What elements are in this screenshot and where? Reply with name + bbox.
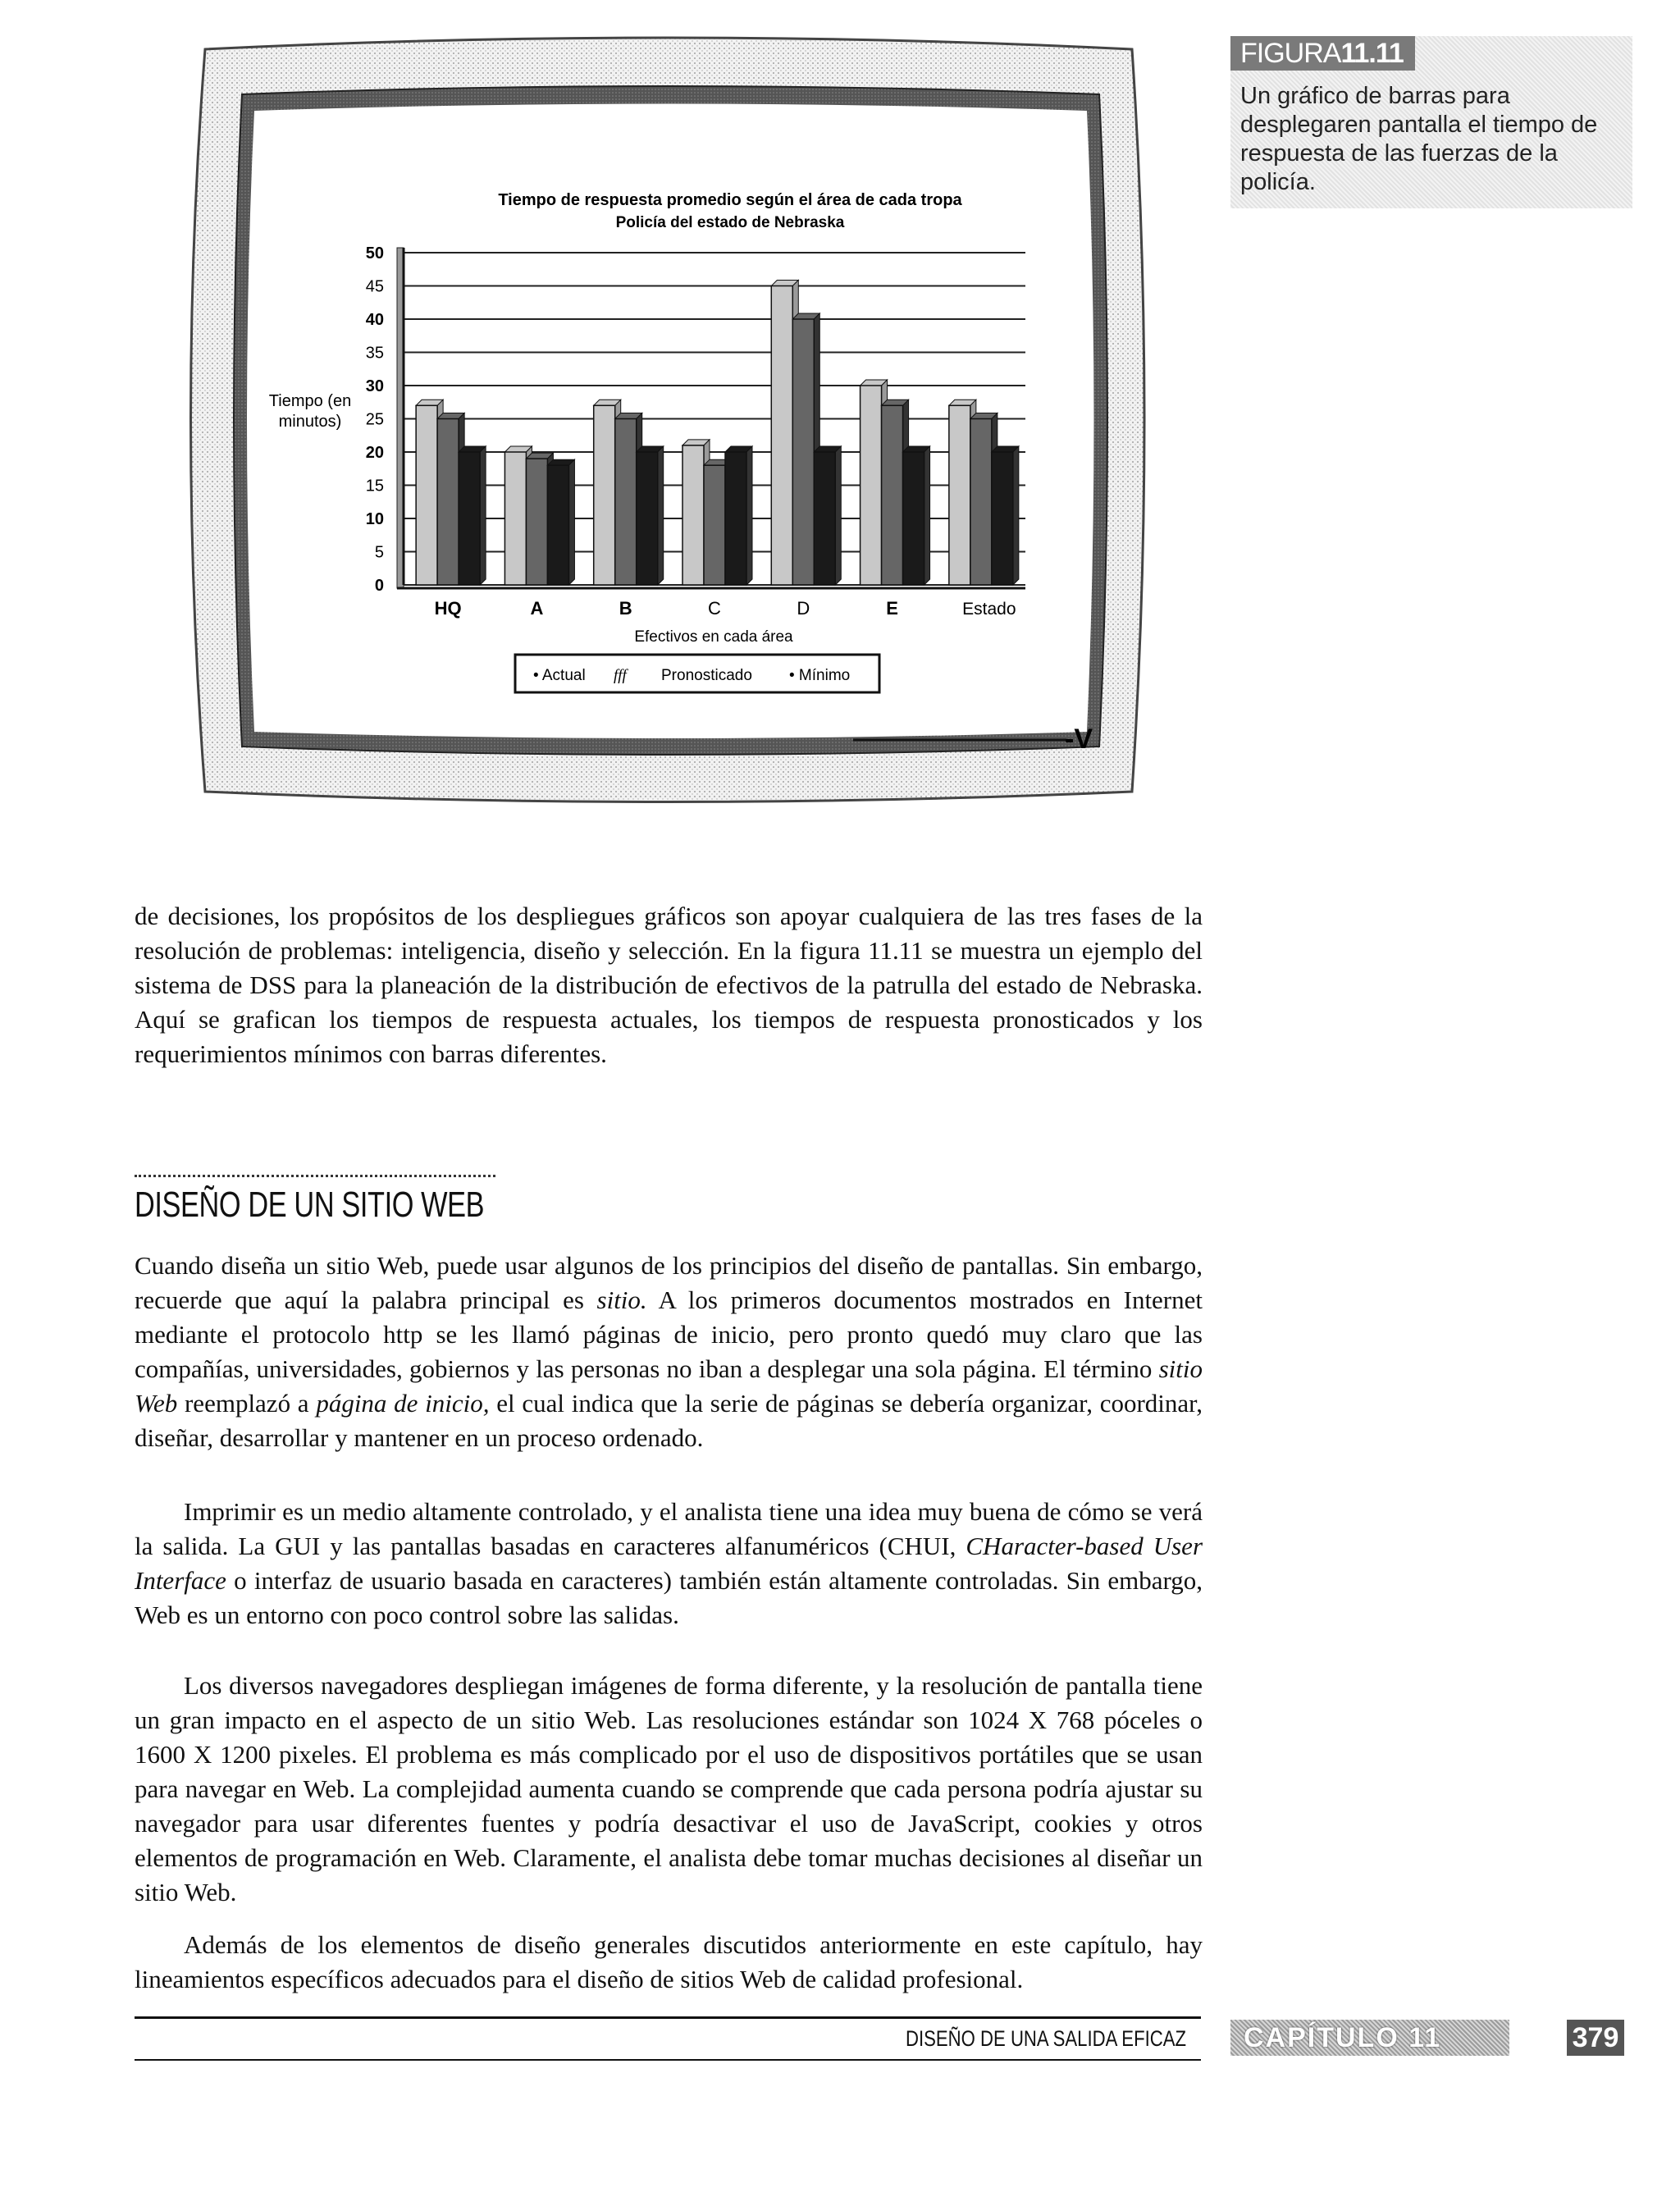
- italic-term: CHaracter-based User Interface: [135, 1532, 1203, 1595]
- section-rule: [135, 1175, 495, 1177]
- text-run: o interfaz de usuario basada en caracteres) también están altamente controladas. Sin embargo, Web es un entorno con poco control sobre las salidas.: [135, 1566, 1203, 1629]
- x-tick-label: E: [886, 598, 898, 619]
- bar-0: [682, 445, 704, 585]
- footer-rule-bottom: [135, 2059, 1201, 2061]
- bar-0: [861, 386, 882, 585]
- paragraph-intro: de decisiones, los propósitos de los despliegues gráficos son apoyar cualquiera de las tres fases de la resolución de problemas: inteligencia, diseño y selección. En la figura 11.11 se muestra un ejemplo del sistema de DSS para la planeación de la distribución de efectivos de la patrulla del estado de Nebraska. Aquí se grafican los tiempos de respuesta actuales, los tiempos de respuesta pronosticados y los requerimientos mínimos con barras diferentes.: [135, 902, 1203, 1068]
- bar-1: [792, 319, 814, 585]
- y-tick-label: 30: [365, 377, 384, 395]
- bar-1: [615, 419, 637, 586]
- x-tick-label: D: [797, 598, 810, 619]
- y-tick-label: 50: [365, 244, 384, 263]
- bar-side: [1013, 446, 1019, 585]
- bar-side: [568, 459, 574, 585]
- bar-0: [771, 286, 792, 586]
- paragraph-website: [135, 1249, 1203, 1455]
- bar-chart: [172, 33, 1165, 804]
- bar-0: [416, 405, 437, 585]
- bar-2: [547, 465, 568, 585]
- text-run: A los primeros documentos mostrados en Internet mediante el protocolo http se les llamó páginas de inicio, pero pronto quedó muy claro que las compañías, universidades, gobiernos y las personas no iban a desplegar una sola página. El término: [135, 1285, 1203, 1383]
- text-run: Cuando diseña un sitio Web, puede usar algunos de los principios del diseño de pantallas. Sin embargo, recuerde que aquí la palabra principal es: [135, 1251, 1203, 1314]
- x-tick-label: C: [708, 598, 721, 619]
- y-tick-label: 15: [365, 477, 384, 495]
- footer-title: DISEÑO DE UNA SALIDA EFICAZ: [906, 2026, 1187, 2051]
- bar-2: [459, 452, 480, 585]
- bar-2: [903, 452, 924, 585]
- chart-subtitle: Policía del estado de Nebraska: [615, 214, 845, 231]
- legend-item-forecast: Pronosticado: [661, 667, 752, 684]
- bar-1: [970, 419, 992, 586]
- y-tick-label: 5: [374, 543, 384, 562]
- x-tick-label: A: [530, 598, 544, 619]
- page-number: 379: [1567, 2020, 1624, 2056]
- section-heading: DISEÑO DE UN SITIO WEB: [135, 1185, 485, 1225]
- y-tick-label: 25: [365, 410, 384, 429]
- bar-2: [725, 452, 746, 585]
- paragraph-browsers: Los diversos navegadores despliegan imágenes de forma diferente, y la resolución de pantalla tiene un gran impacto en el aspecto de un sitio Web. Las resoluciones estándar son 1024 X 768 póceles o 1600 X 1200 pixeles. El problema es más complicado por el uso de dispositivos portátiles que se usan para navegar en Web. La complejidad aumenta cuando se comprende que cada persona podría ajustar su navegador para usar diferentes fuentes y podría desactivar el uso de JavaScript, cookies y otros elementos de programación en Web. Claramente, el analista debe tomar muchas decisiones al diseñar un sitio Web.: [135, 1671, 1203, 1906]
- paragraph-printing: [135, 1495, 1203, 1632]
- y-tick-label: 45: [365, 277, 384, 296]
- legend-item-actual: • Actual: [533, 667, 586, 684]
- bar-1: [882, 405, 903, 585]
- chart-title: Tiempo de respuesta promedio según el área de cada tropa: [498, 191, 962, 209]
- y-tick-label: 20: [365, 444, 384, 462]
- caption-text: Un gráfico de barras para desplegaren pantalla el tiempo de respuesta de las fuerzas de la policía.: [1240, 83, 1598, 195]
- bar-side: [924, 446, 930, 585]
- bar-0: [594, 405, 615, 585]
- bar-1: [704, 465, 725, 585]
- bar-2: [814, 452, 835, 585]
- figure-caption: [1230, 36, 1632, 208]
- footer-rule-top: [135, 2016, 1201, 2019]
- bar-0: [504, 452, 526, 585]
- y-tick-label: 40: [365, 311, 384, 329]
- bar-side: [746, 446, 752, 585]
- x-tick-label: HQ: [434, 598, 462, 619]
- italic-term: sitio Web: [135, 1354, 1203, 1418]
- figure-label: [1230, 36, 1415, 71]
- chapter-label: CAPÍTULO 11: [1230, 2020, 1509, 2056]
- y-axis-label-line1: Tiempo (en: [268, 392, 352, 410]
- legend-marker: fff: [614, 667, 627, 684]
- text-run: el cual indica que la serie de páginas se debería organizar, coordinar, diseñar, desarrollar y mantener en un proceso ordenado.: [135, 1389, 1203, 1452]
- legend-item-minimum: • Mínimo: [789, 667, 851, 684]
- italic-term: página de inicio,: [316, 1389, 490, 1418]
- y-tick-label: 10: [365, 510, 384, 528]
- bar-2: [637, 452, 658, 585]
- x-axis-label: Efectivos en cada área: [634, 628, 793, 646]
- text-run: reemplazó a: [177, 1389, 317, 1418]
- italic-term: sitio.: [596, 1285, 647, 1314]
- paragraph-guidelines: Además de los elementos de diseño generales discutidos anteriormente en este capítulo, hay lineamientos específicos adecuados para el diseño de sitios Web de calidad profesional.: [135, 1930, 1203, 1993]
- figure-number: 11.11: [1340, 38, 1404, 69]
- bar-2: [992, 452, 1013, 585]
- bar-0: [949, 405, 970, 585]
- x-tick-label: Estado: [962, 600, 1016, 619]
- bar-side: [658, 446, 664, 585]
- bar-1: [437, 419, 459, 586]
- y-tick-label: 35: [365, 344, 384, 363]
- text-run: Imprimir es un medio altamente controlado, y el analista tiene una idea muy buena de cómo se verá la salida. La GUI y las pantallas basadas en caracteres alfanuméricos (CHUI,: [135, 1497, 1203, 1560]
- y-axis-label-line2: minutos): [278, 413, 342, 431]
- figure-label-word: FIGURA: [1240, 38, 1341, 69]
- bar-side: [480, 446, 486, 585]
- bar-1: [526, 459, 547, 585]
- x-tick-label: B: [619, 598, 632, 619]
- figure-monitor: [172, 33, 1165, 804]
- y-tick-label: 0: [374, 577, 384, 595]
- bar-side: [835, 446, 841, 585]
- corner-mark: -V: [1065, 724, 1093, 755]
